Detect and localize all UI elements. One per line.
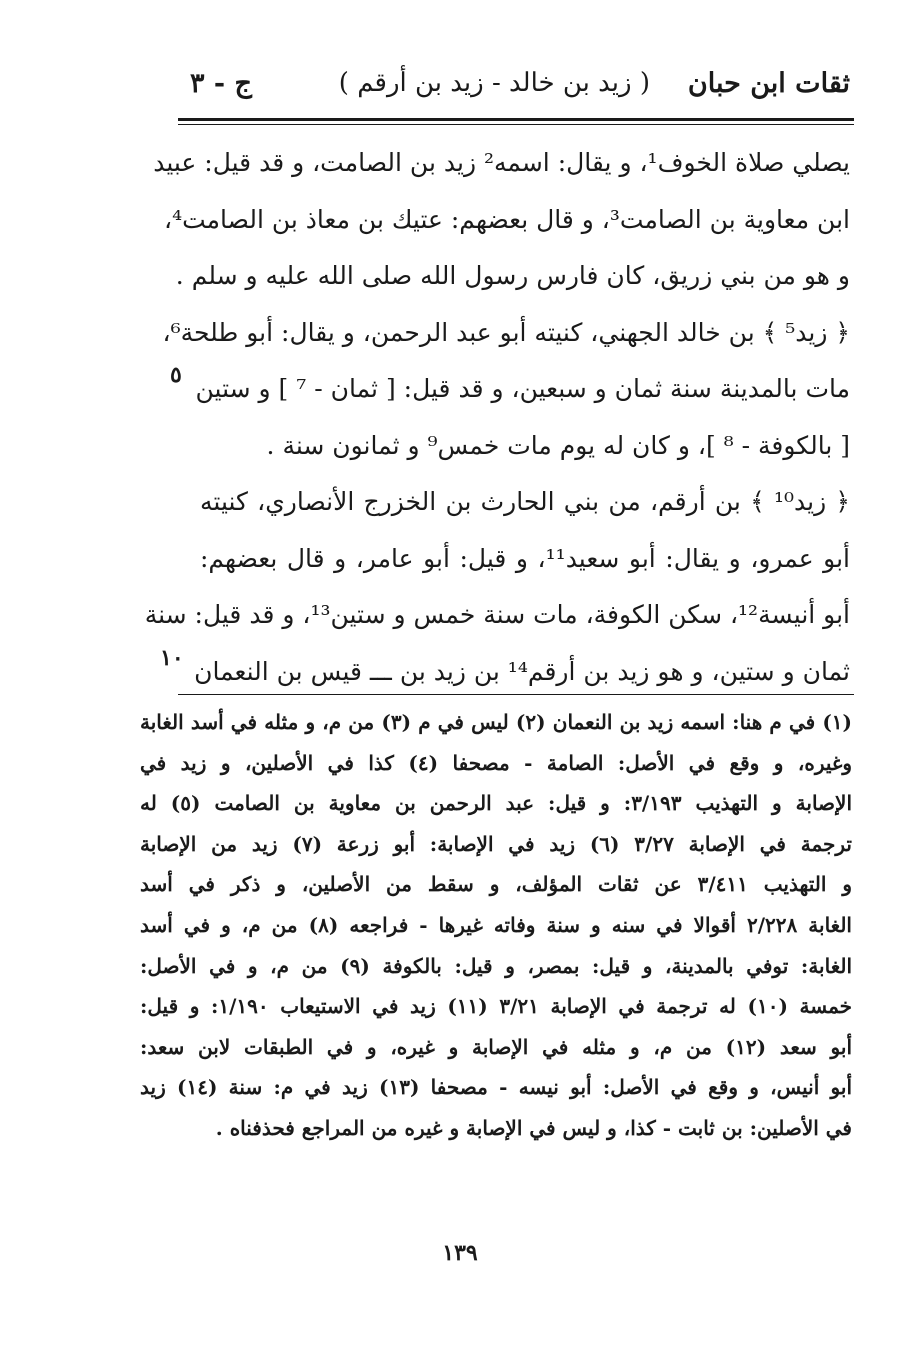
header-rule-thick (178, 118, 854, 121)
page-number: ١٣٩ (442, 1240, 478, 1266)
main-line: ابن معاوية بن الصامت³، و قال بعضهم: عتيك بن معاذ بن الصامت⁴، (163, 204, 850, 234)
main-line: [ بالكوفة - ⁸ ]، و كان له يوم مات خمس⁹ و ثمانون سنة . (266, 430, 850, 460)
main-line: أبو عمرو، و يقال: أبو سعيد¹¹، و قيل: أبو عامر، و قال بعضهم: (200, 543, 850, 573)
footnote-line: في الأصلين: بن ثابت - كذا، و ليس في الإصابة و غيره من المراجع فحذفناه . (215, 1115, 852, 1140)
main-line: ثمان و ستين، و هو زيد بن أرقم¹⁴ بن زيد بن ـــ قيس بن النعمان (194, 656, 850, 686)
main-line: أبو أنيسة¹²، سكن الكوفة، مات سنة خمس و ستين¹³، و قد قيل: سنة (144, 600, 850, 629)
footnote-line: وغيره، و وقع في الأصل: الصامة - مصحفا (٤) كذا في الأصلين، و زيد في (140, 750, 852, 775)
volume-label: ج - ٣ (190, 68, 252, 99)
main-line: و هو من بني زريق، كان فارس رسول الله صلى الله عليه و سلم . (175, 261, 850, 290)
footnote-line: الغابة: توفي بالمدينة، و قيل: بمصر، و قيل: بالكوفة (٩) من م، و في الأصل: (140, 953, 852, 978)
footnote-line: و التهذيب ٣/٤١١ عن ثقات المؤلف، و سقط من الأصلين، و ذكر في أسد (140, 872, 852, 897)
footnote-line: (١) في م هنا: اسمه زيد بن النعمان (٢) ليس في م (٣) من م، و مثله في أسد الغابة (140, 710, 853, 734)
footnote-line: أبو سعد (١٢) من م، و مثله في الإصابة و غيره، و في الطبقات لابن سعد: (140, 1034, 852, 1059)
footnote-line: أبو أنيس، و وقع في الأصل: أبو نيسه - مصحفا (١٣) زيد في م: سنة (١٤) زيد (140, 1075, 853, 1100)
running-header (190, 62, 850, 112)
footnote-line: ترجمة في الإصابة ٣/٢٧ (٦) زيد في الإصابة: أبو زرعة (٧) زيد من الإصابة (140, 831, 852, 856)
book-title: ثقات ابن حبان (687, 68, 850, 99)
footnotes (140, 702, 852, 1149)
main-line: مات بالمدينة سنة ثمان و سبعين، و قد قيل: [ ثمان - ⁷ ] و ستين (195, 374, 850, 403)
main-line: يصلي صلاة الخوف¹، و يقال: اسمه² زيد بن الصامت، و قد قيل: عبيد (153, 148, 850, 177)
main-line: ﴿ زيد⁵ ﴾ بن خالد الجهني، كنيته أبو عبد الرحمن، و يقال: أبو طلحة⁶، (162, 317, 850, 347)
footnote-line: الإصابة و التهذيب ٣/١٩٣: و قيل: عبد الرحمن بن معاوية بن الصامت (٥) له (140, 791, 852, 816)
line-number-5: ٥ (170, 362, 182, 388)
line-number-10: ١٠ (160, 645, 184, 671)
entry-names: ( زيد بن خالد - زيد بن أرقم ) (338, 68, 650, 98)
header-rule-thin (178, 124, 854, 125)
footnote-line: خمسة (١٠) له ترجمة في الإصابة ٣/٢١ (١١) زيد في الاستيعاب ١/١٩٠: و قيل: (140, 994, 853, 1019)
main-line: ﴿ زيد¹⁰ ﴾ بن أرقم، من بني الحارث بن الخزرج الأنصاري، كنيته (200, 487, 850, 516)
footnote-line: الغابة ٢/٢٢٨ أقوالا في سنه و سنة وفاته غيرها - فراجعه (٨) من م، و في أسد (140, 912, 852, 937)
footnote-rule (178, 694, 854, 695)
